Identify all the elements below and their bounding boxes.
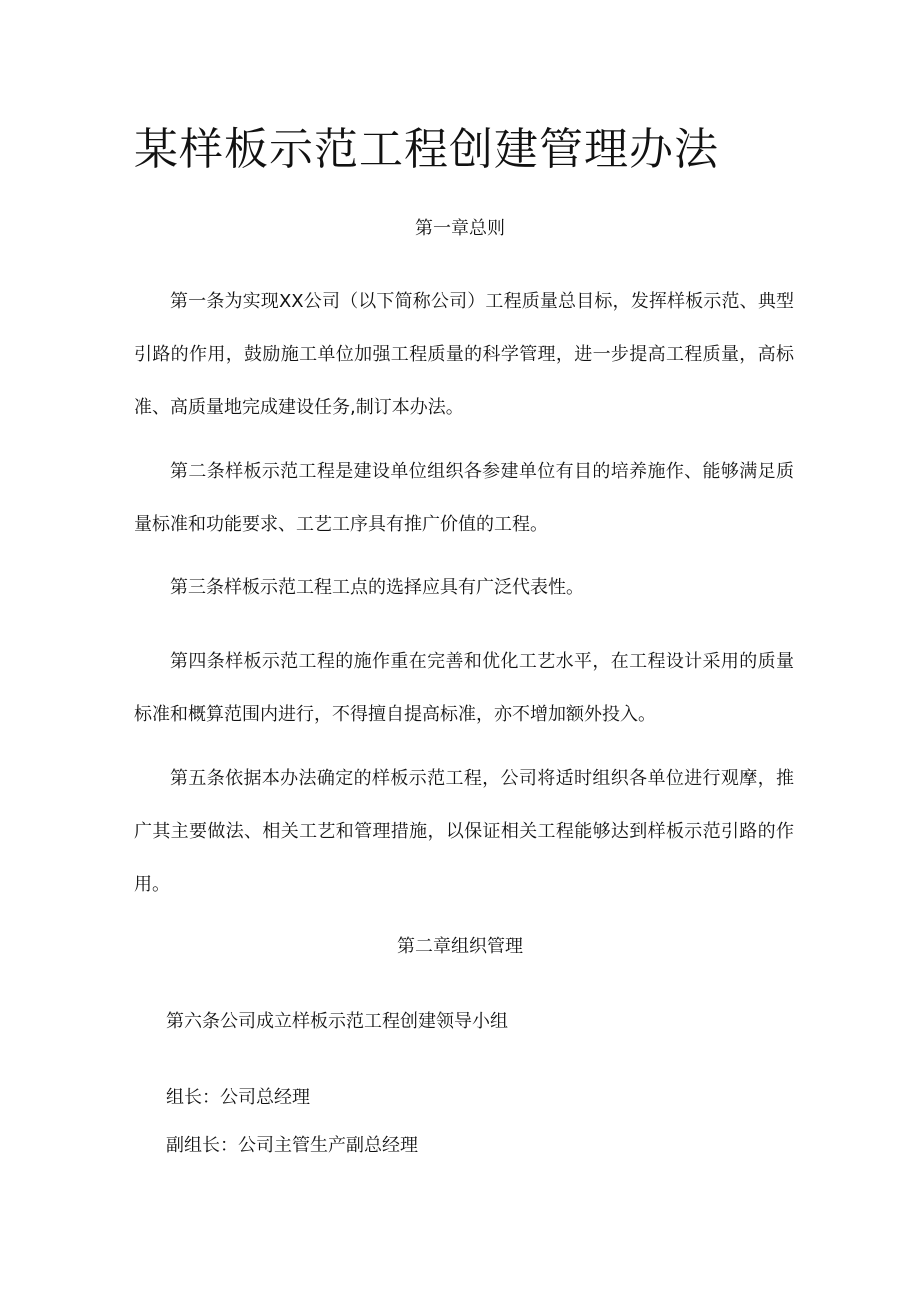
- article-paragraph: 第六条公司成立样板示范工程创建领导小组: [166, 1011, 508, 1032]
- member-line: 副组长：公司主管生产副总经理: [166, 1135, 418, 1156]
- article-paragraph: 第四条样板示范工程的施作重在完善和优化工艺水平，在工程设计采用的质量标准和概算范围内进行，不得擅自提高标准，亦不增加额外投入。: [134, 651, 794, 725]
- article-paragraph: 第三条样板示范工程工点的选择应具有广泛代表性。: [170, 577, 584, 598]
- article-paragraph: 第二条样板示范工程是建设单位组织各参建单位有目的培养施作、能够满足质量标准和功能要求、工艺工序具有推广价值的工程。: [134, 461, 794, 535]
- member-line: 组长：公司总经理: [166, 1087, 310, 1108]
- chapter-heading: 第二章组织管理: [397, 936, 523, 957]
- chapter-heading: 第一章总则: [415, 218, 505, 239]
- document-title: 某样板示范工程创建管理办法: [134, 124, 719, 175]
- article-paragraph: 第五条依据本办法确定的样板示范工程，公司将适时组织各单位进行观摩，推广其主要做法、相关工艺和管理措施，以保证相关工程能够达到样板示范引路的作用。: [134, 768, 794, 895]
- article-paragraph: 第一条为实现XX公司（以下简称公司）工程质量总目标，发挥样板示范、典型引路的作用，鼓励施工单位加强工程质量的科学管理，进一步提高工程质量，高标准、高质量地完成建设任务,制订本办法。: [134, 291, 794, 418]
